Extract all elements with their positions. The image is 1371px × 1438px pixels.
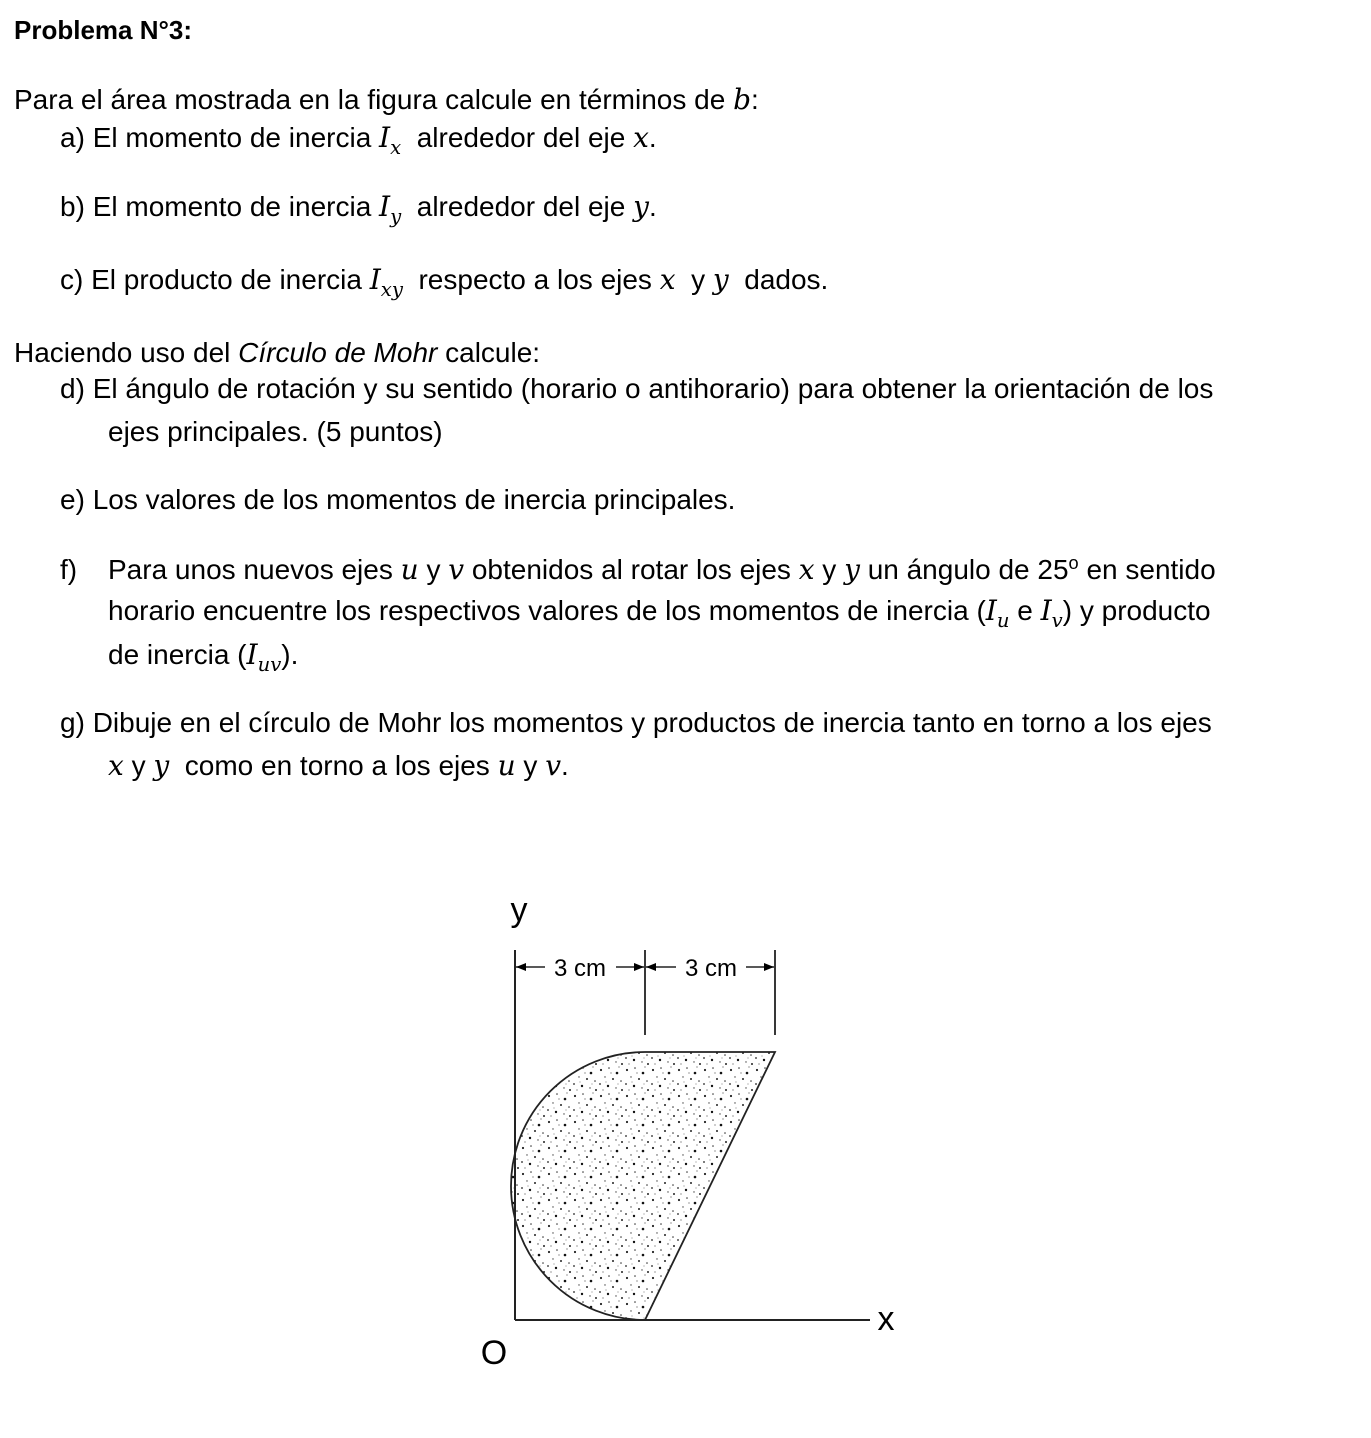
conj-y: y	[691, 264, 706, 295]
item-f-text-d: en sentido	[1086, 554, 1216, 585]
var-y: y	[844, 553, 860, 586]
item-d-line2: ejes principales. (5 puntos)	[108, 416, 443, 447]
item-c-post: respecto a los ejes	[418, 264, 652, 295]
mohr-intro-italic: Círculo de Mohr	[238, 337, 438, 368]
item-f-line2-b: ) y producto	[1062, 595, 1211, 626]
x-axis-label: x	[877, 1300, 895, 1338]
dim-label-left: 3 cm	[553, 955, 607, 982]
degree-symbol: o	[1068, 553, 1079, 573]
var-y: y	[712, 263, 729, 296]
item-d-label: d)	[60, 373, 85, 404]
var-v: v	[448, 553, 465, 586]
item-g-label: g)	[60, 707, 85, 738]
symbol-Iuv: $I_{uv}$	[246, 638, 282, 676]
var-u: u	[400, 553, 419, 586]
item-a-label: a)	[60, 122, 85, 153]
var-x: x	[633, 121, 649, 154]
conj-y: y	[822, 554, 837, 585]
mohr-intro-pre: Haciendo uso del	[14, 337, 231, 368]
item-g-end: .	[561, 750, 569, 781]
var-y: y	[153, 749, 170, 782]
symbol-Ix: $I_x$	[379, 121, 402, 159]
item-f-text: Para unos nuevos ejes	[108, 554, 393, 585]
mohr-intro-post: calcule:	[445, 337, 541, 368]
symbol-Iv: $I_v$	[1040, 594, 1063, 632]
var-v: v	[545, 749, 562, 782]
item-g-line2-b: como en torno a los ejes	[184, 750, 490, 781]
var-x: x	[108, 749, 124, 782]
item-e-text: Los valores de los momentos de inercia principales.	[92, 484, 736, 515]
symbol-Iy: $I_y$	[379, 190, 402, 228]
dim-label-right: 3 cm	[684, 955, 738, 982]
item-a-end: .	[648, 122, 657, 153]
intro-text: Para el área mostrada en la figura calcule en términos de	[14, 84, 726, 115]
item-f-label: f)	[60, 554, 78, 585]
var-u: u	[497, 749, 516, 782]
conj-e: e	[1017, 595, 1033, 626]
conj-y: y	[523, 750, 538, 781]
item-f-text-b: obtenidos al rotar los ejes	[471, 554, 791, 585]
var-x: x	[659, 263, 676, 296]
var-b: b	[733, 83, 751, 116]
var-x: x	[798, 553, 815, 586]
item-c-end: dados.	[744, 264, 829, 295]
item-g-line1: Dibuje en el círculo de Mohr los momentos y productos de inercia tanto en torno a los ejes	[92, 707, 1212, 738]
problem-title: Problema N°3:	[14, 15, 193, 45]
item-b-label: b)	[60, 191, 85, 222]
item-b-post: alrededor del eje	[416, 191, 626, 222]
y-axis-label: y	[510, 891, 528, 929]
item-f-line2-a: horario encuentre los respectivos valores de los momentos de inercia (	[108, 595, 986, 626]
shaded-area	[511, 1052, 775, 1320]
var-y: y	[633, 190, 649, 223]
item-f-angle: un ángulo de 25	[867, 554, 1069, 585]
item-d-line1: El ángulo de rotación y su sentido (horario o antihorario) para obtener la orientación de los	[92, 373, 1214, 404]
item-b-text: El momento de inercia	[92, 191, 372, 222]
origin-label: O	[480, 1334, 508, 1372]
item-a-text: El momento de inercia	[92, 122, 372, 153]
item-c-text: El producto de inercia	[91, 264, 362, 295]
conj-y: y	[426, 554, 441, 585]
item-e-label: e)	[60, 484, 85, 515]
item-a-post: alrededor del eje	[416, 122, 626, 153]
symbol-Iu: $I_u$	[985, 594, 1010, 632]
conj-y: y	[131, 750, 146, 781]
item-f-line3-a: de inercia (	[108, 639, 247, 670]
item-b-end: .	[648, 191, 657, 222]
intro-end: :	[751, 84, 759, 115]
symbol-Ixy: $I_{xy}$	[369, 263, 403, 301]
item-f-line3-b: ).	[281, 639, 299, 670]
item-c-label: c)	[60, 264, 84, 295]
